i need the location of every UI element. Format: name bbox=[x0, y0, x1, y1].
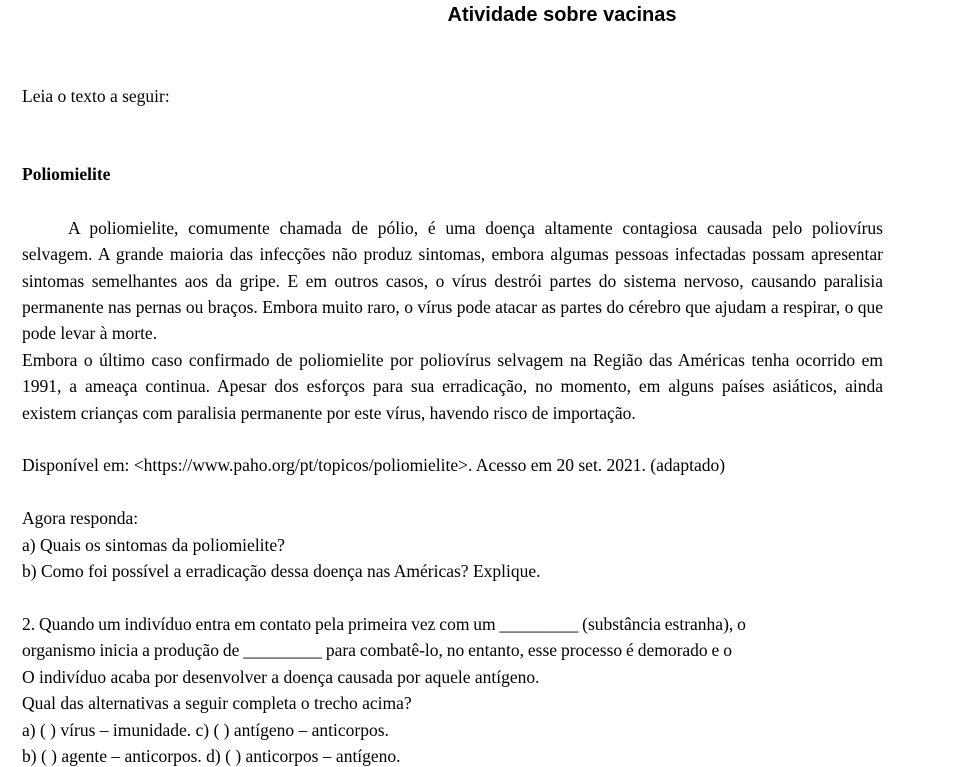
question-b: b) Como foi possível a erradicação dessa doença nas Américas? Explique. bbox=[22, 561, 541, 581]
source-citation: Disponível em: <https://www.paho.org/pt/topicos/poliomielite>. Acesso em 20 set. 2021. (adaptado) bbox=[22, 455, 726, 475]
answer-prompt: Agora responda: bbox=[22, 508, 139, 528]
question-2-options-row-1: a) ( ) vírus – imunidade. c) ( ) antígeno – anticorpos. bbox=[22, 720, 389, 740]
paragraph-1: A poliomielite, comumente chamada de pólio, é uma doença altamente contagiosa causada pelo poliovírus selvagem. A grande maioria das infecções não produz sintomas, embora algumas pessoas infectadas possam apresentar sintomas semelhantes aos da gripe. E em outros casos, o vírus destrói partes do sistema nervoso, causando paralisia permanente nas pernas ou braços. Embora muito raro, o vírus pode atacar as partes do cérebro que ajudam a respirar, o que pode levar à morte. bbox=[22, 218, 883, 344]
question-a: a) Quais os sintomas da poliomielite? bbox=[22, 535, 285, 555]
paragraph-2: Embora o último caso confirmado de poliomielite por poliovírus selvagem na Região das Américas tenha ocorrido em 1991, a ameaça continua. Apesar dos esforços para sua erradicação, no momento, em alguns países asiáticos, ainda existem crianças com paralisia permanente por este vírus, havendo risco de importação. bbox=[22, 350, 883, 423]
intro-text: Leia o texto a seguir: bbox=[22, 86, 170, 106]
question-2-prompt: Qual das alternativas a seguir completa o trecho acima? bbox=[22, 693, 412, 713]
question-2-line-3: O indivíduo acaba por desenvolver a doença causada por aquele antígeno. bbox=[22, 667, 540, 687]
question-2-options-row-2: b) ( ) agente – anticorpos. d) ( ) anticorpos – antígeno. bbox=[22, 746, 401, 766]
text-heading: Poliomielite bbox=[22, 164, 111, 184]
document-title: Atividade sobre vacinas bbox=[447, 4, 677, 26]
question-2-line-1: 2. Quando um indivíduo entra em contato pela primeira vez com um _________ (substância estranha), o bbox=[22, 614, 746, 634]
question-2-line-2: organismo inicia a produção de _________ para combatê-lo, no entanto, esse processo é demorado e o bbox=[22, 640, 732, 660]
